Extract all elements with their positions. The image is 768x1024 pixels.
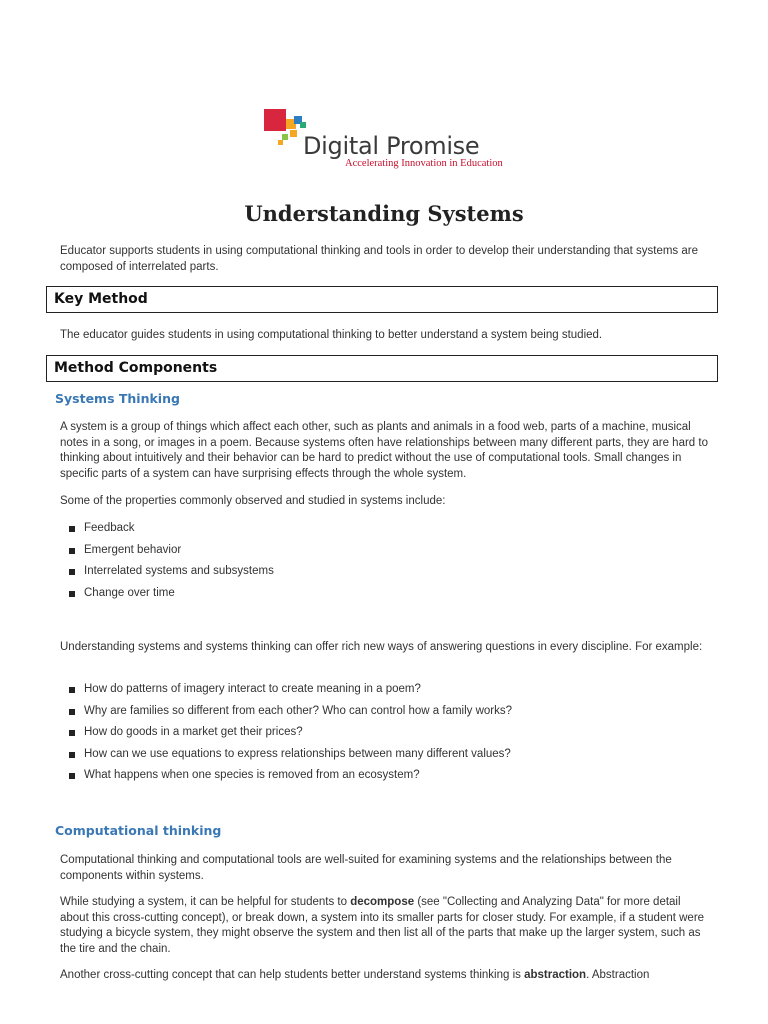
- logo-wordmark: Digital Promise: [303, 132, 480, 160]
- decompose-term: decompose: [350, 896, 415, 908]
- computational-thinking-paragraph-2: While studying a system, it can be helpful for students to decompose (see "Collecting and Analyzing Data" for more detail about this cross-cutting concept), or break down, a system into its smaller parts for closer study. For example, if a student were studying a bicycle system, they might observe the system and then list all of the parts that make up the larger system, such as the tire and the chain.: [60, 896, 705, 955]
- bullet-icon: [69, 591, 75, 597]
- list-item: How do goods in a market get their prices?: [68, 722, 512, 744]
- list-item: Why are families so different from each other? Who can control how a family works?: [68, 701, 512, 723]
- systems-thinking-paragraph-2: Some of the properties commonly observed and studied in systems include:: [60, 495, 446, 507]
- questions-list: [68, 679, 512, 787]
- computational-thinking-heading: Computational thinking: [55, 823, 222, 838]
- bullet-icon: [69, 548, 75, 554]
- method-components-heading: Method Components: [46, 355, 718, 382]
- bullet-icon: [69, 569, 75, 575]
- list-item: Emergent behavior: [68, 540, 274, 562]
- list-item: How do patterns of imagery interact to create meaning in a poem?: [68, 679, 512, 701]
- list-item: Feedback: [68, 518, 274, 540]
- systems-thinking-paragraph-3: Understanding systems and systems thinking can offer rich new ways of answering questions in every discipline. For example:: [60, 641, 703, 653]
- bullet-icon: [69, 773, 75, 779]
- properties-list: [68, 518, 274, 604]
- bullet-icon: [69, 730, 75, 736]
- digital-promise-logo: [264, 106, 514, 172]
- computational-thinking-paragraph-1: Computational thinking and computational tools are well-suited for examining systems and the relationships between the components within systems.: [60, 854, 672, 882]
- list-item: How can we use equations to express relationships between many different values?: [68, 744, 512, 766]
- page-title: Understanding Systems: [244, 201, 524, 226]
- bullet-icon: [69, 526, 75, 532]
- bullet-icon: [69, 687, 75, 693]
- abstraction-term: abstraction: [524, 969, 587, 981]
- systems-thinking-heading: Systems Thinking: [55, 391, 180, 406]
- intro-paragraph: Educator supports students in using computational thinking and tools in order to develop their understanding that systems are composed of interrelated parts.: [60, 245, 698, 273]
- list-item: Change over time: [68, 583, 274, 605]
- list-item: What happens when one species is removed from an ecosystem?: [68, 765, 512, 787]
- bullet-icon: [69, 752, 75, 758]
- logo-tagline: Accelerating Innovation in Education: [345, 158, 503, 169]
- key-method-heading: Key Method: [46, 286, 718, 313]
- key-method-text: The educator guides students in using computational thinking to better understand a system being studied.: [60, 329, 603, 341]
- logo-squares-icon: [264, 106, 308, 150]
- bullet-icon: [69, 709, 75, 715]
- list-item: Interrelated systems and subsystems: [68, 561, 274, 583]
- systems-thinking-paragraph-1: A system is a group of things which affect each other, such as plants and animals in a food web, parts of a machine, musical notes in a song, or images in a poem. Because systems often have relationships between many different parts, they are hard to thinking about intuitively and their behavior can be hard to predict without the use of computational tools. Small changes in specific parts of a system can have surprising effects through the whole system.: [60, 421, 708, 480]
- computational-thinking-paragraph-3: Another cross-cutting concept that can help students better understand systems thinking is abstraction. Abstraction: [60, 969, 650, 981]
